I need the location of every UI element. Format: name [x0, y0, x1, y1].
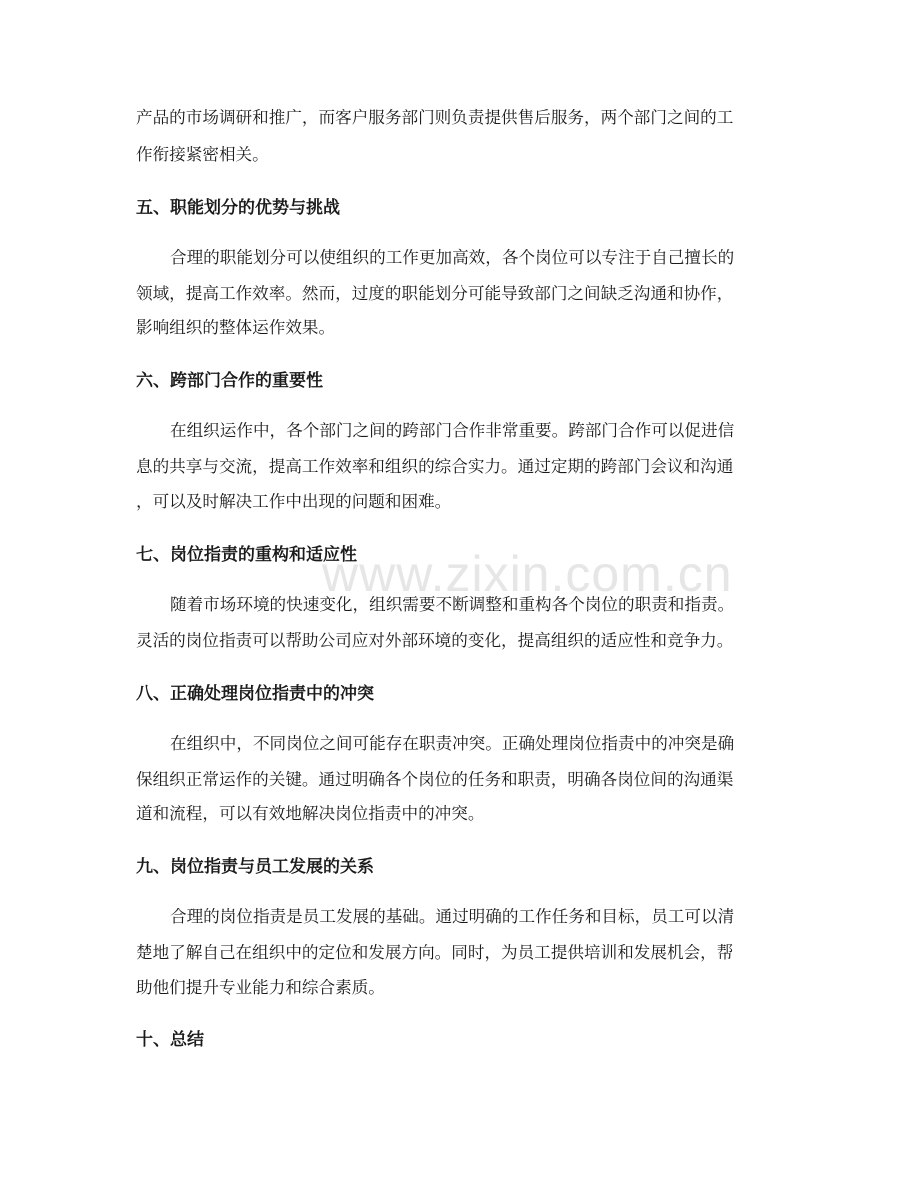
section-heading: 十、总结 [136, 1030, 204, 1050]
paragraph-line: 楚地了解自己在组织中的定位和发展方向。同时，为员工提供培训和发展机会，帮 [136, 943, 734, 962]
section-heading: 八、正确处理岗位指责中的冲突 [136, 684, 374, 704]
paragraph-line: 合理的岗位指责是员工发展的基础。通过明确的工作任务和目标，员工可以清 [170, 907, 735, 926]
paragraph-line: 随着市场环境的快速变化，组织需要不断调整和重构各个岗位的职责和指责。 [170, 595, 735, 614]
section-heading: 七、岗位指责的重构和适应性 [136, 545, 357, 565]
paragraph-line: 灵活的岗位指责可以帮助公司应对外部环境的变化，提高组织的适应性和竞争力。 [136, 631, 734, 650]
paragraph-line: 在组织中，不同岗位之间可能存在职责冲突。正确处理岗位指责中的冲突是确 [170, 734, 735, 753]
section-heading: 五、职能划分的优势与挑战 [136, 198, 340, 218]
paragraph-line: 在组织运作中，各个部门之间的跨部门合作非常重要。跨部门合作可以促进信 [170, 421, 735, 440]
watermark: www.zixin.com.cn [322, 546, 733, 602]
paragraph-line: 保组织正常运作的关键。通过明确各个岗位的任务和职责，明确各岗位间的沟通渠 [136, 770, 734, 789]
paragraph-line: 道和流程，可以有效地解决岗位指责中的冲突。 [136, 804, 485, 823]
paragraph-line: 助他们提升专业能力和综合素质。 [136, 978, 385, 997]
paragraph-line: 合理的职能划分可以使组织的工作更加高效，各个岗位可以专注于自己擅长的 [170, 248, 735, 267]
paragraph-line: 影响组织的整体运作效果。 [136, 318, 336, 337]
paragraph-line: 作衔接紧密相关。 [136, 145, 269, 164]
paragraph-line: 领域，提高工作效率。然而，过度的职能划分可能导致部门之间缺乏沟通和协作， [136, 284, 734, 303]
paragraph-line: 息的共享与交流，提高工作效率和组织的综合实力。通过定期的跨部门会议和沟通 [136, 457, 734, 476]
paragraph-line: ，可以及时解决工作中出现的问题和困难。 [136, 492, 452, 511]
section-heading: 六、跨部门合作的重要性 [136, 371, 323, 391]
section-heading: 九、岗位指责与员工发展的关系 [136, 857, 374, 877]
paragraph-line: 产品的市场调研和推广，而客户服务部门则负责提供售后服务，两个部门之间的工 [136, 108, 734, 127]
